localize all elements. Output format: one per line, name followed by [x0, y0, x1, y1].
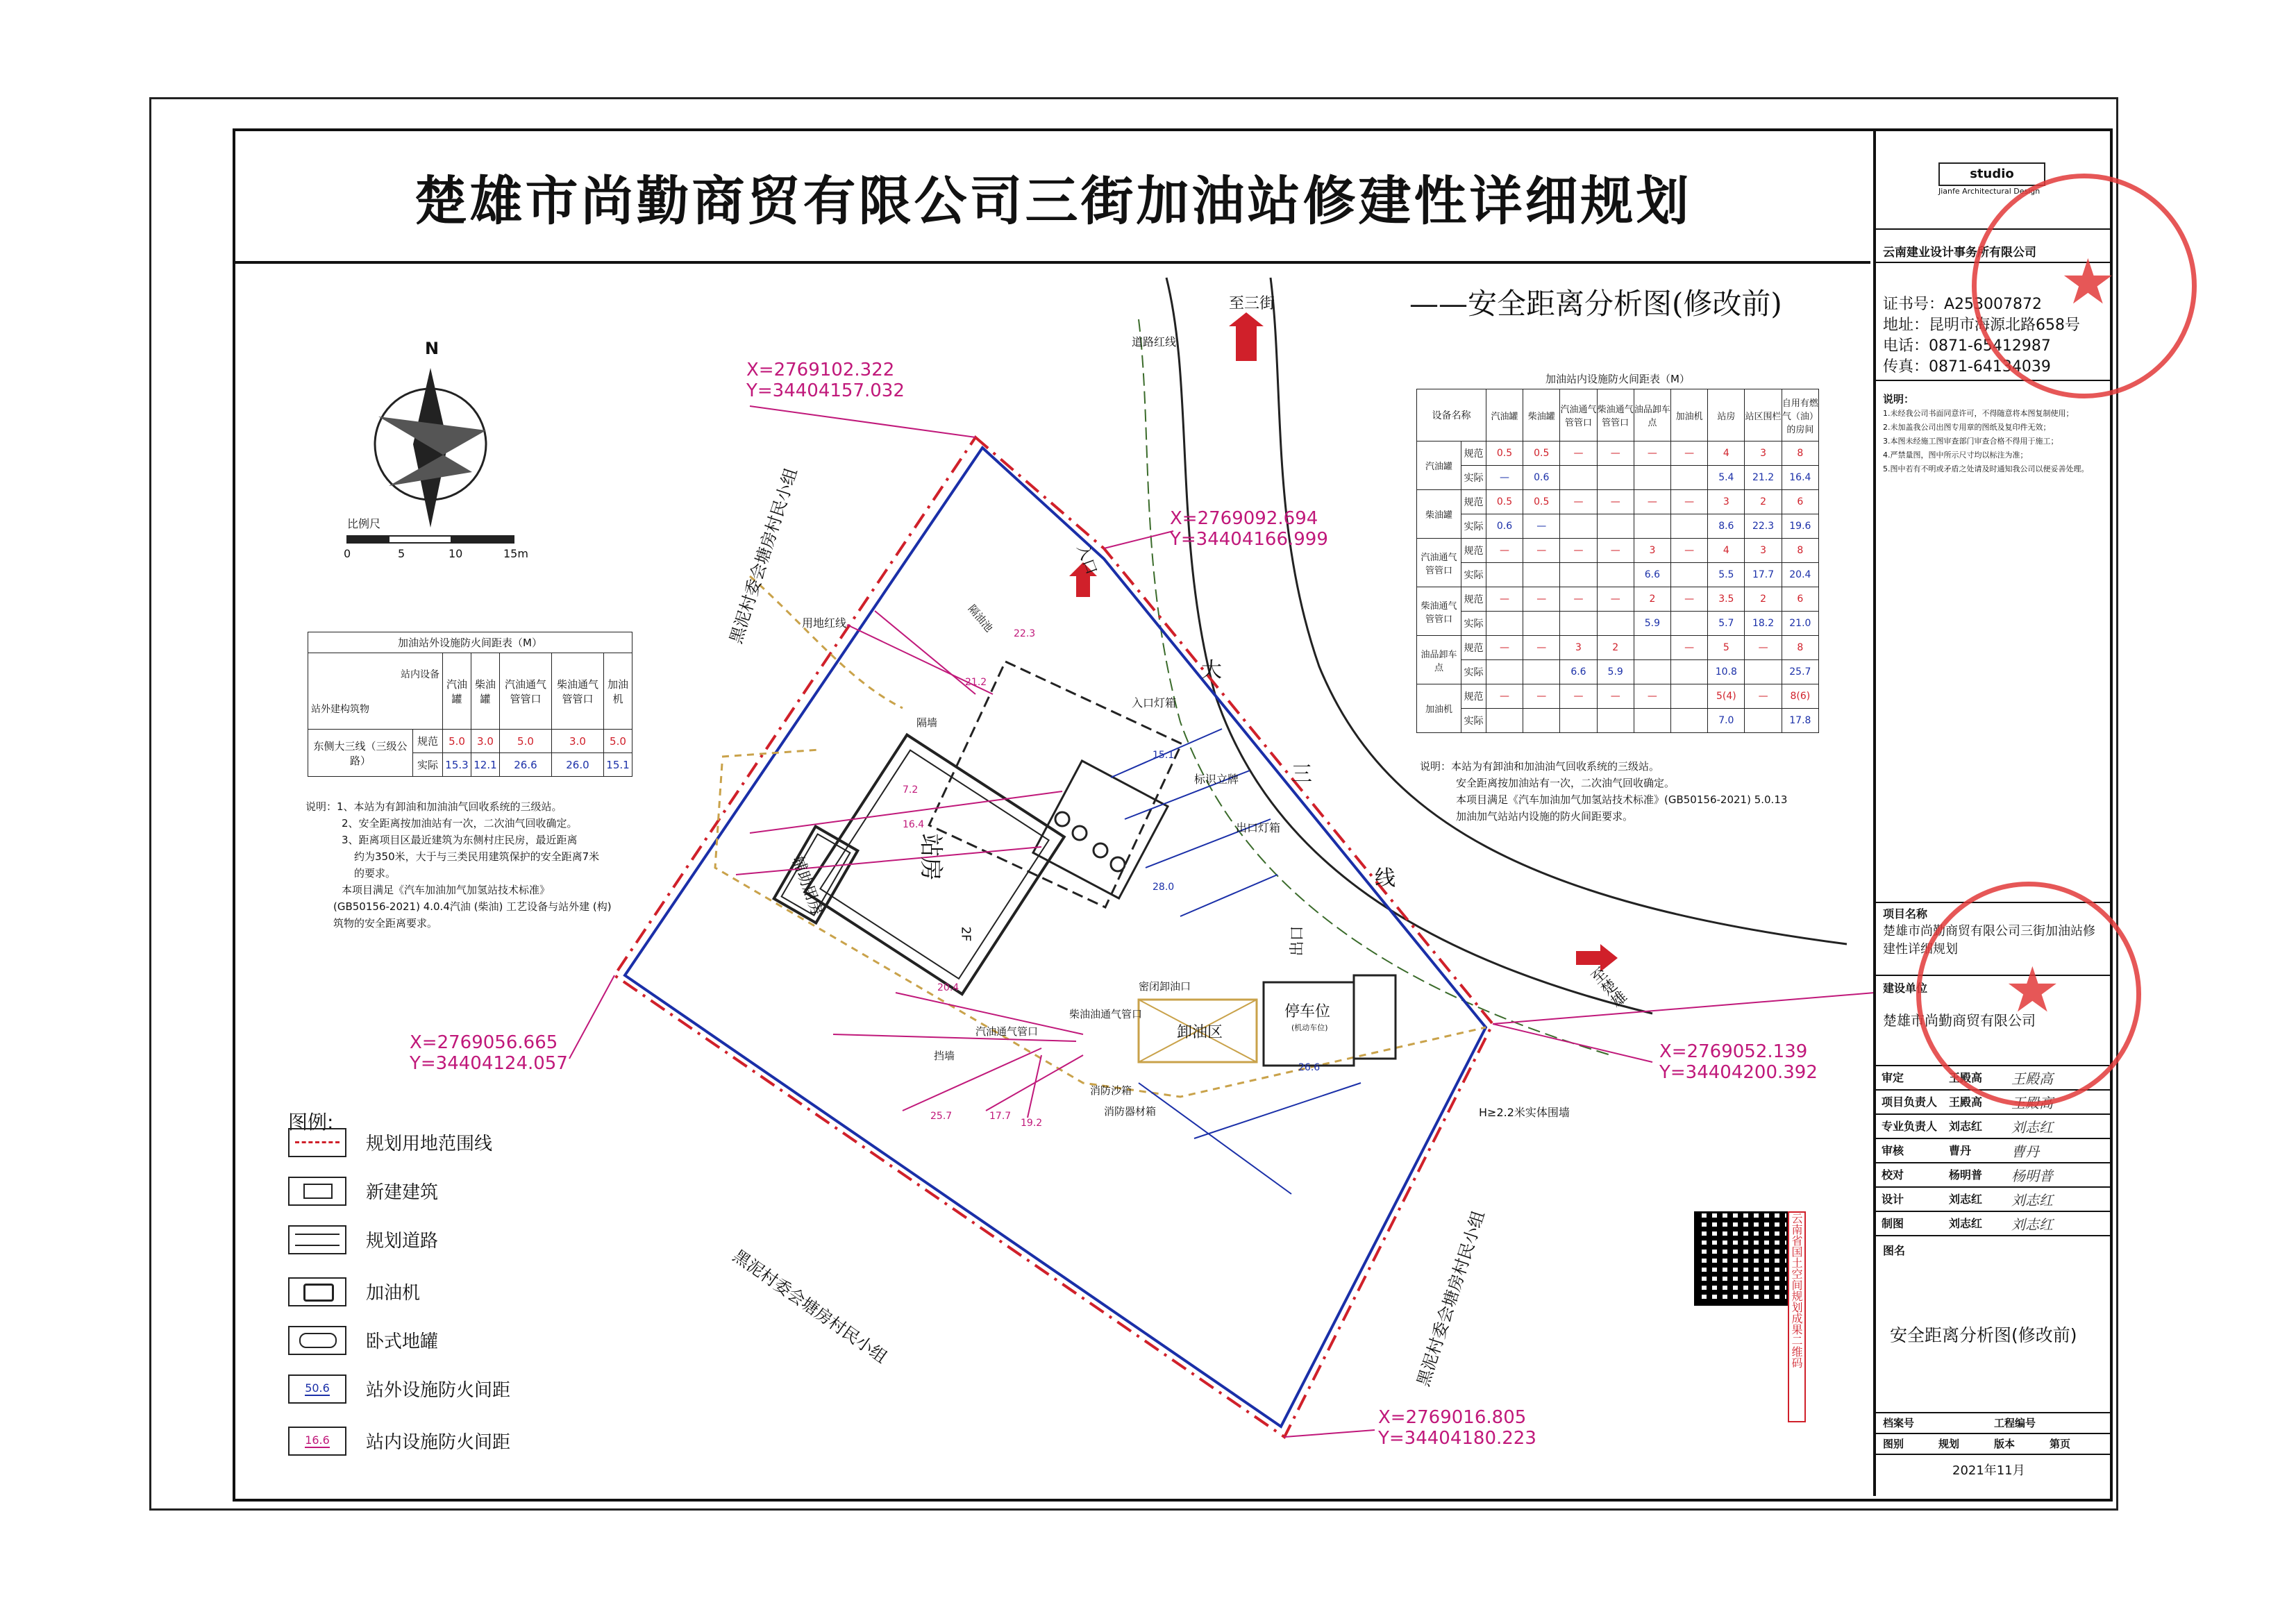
actual-cell — [1486, 660, 1523, 684]
norm-cell: 0.5 — [1486, 442, 1523, 466]
drawing-subtitle: ——安全距离分析图(修改前) — [1409, 287, 1782, 321]
note-line: 1.未经我公司书面同意许可，不得随意将本图复制使用； — [1883, 409, 2074, 418]
client-seal: ★ — [1916, 882, 2141, 1107]
actual-cell: 5.5 — [1708, 563, 1745, 587]
signature-row: 审核 曹丹 曹丹 — [1876, 1138, 2110, 1163]
actual-cell: 5.4 — [1708, 466, 1745, 490]
norm-cell: 5 — [1708, 636, 1745, 660]
col-header: 汽油罐 — [1486, 389, 1523, 442]
actual-cell — [1634, 660, 1670, 684]
actual-cell — [1523, 612, 1560, 636]
company-address: 地址：昆明市海源北路658号 — [1883, 317, 2080, 334]
actual-cell — [1597, 514, 1634, 539]
col-header: 汽油通气管管口 — [499, 653, 551, 730]
label-village-2: 黑泥村委会塘房村民小组 — [729, 1245, 891, 1368]
label-sign: 标识立牌 — [1194, 773, 1239, 786]
archive-no-label: 档案号 — [1883, 1417, 1915, 1429]
label-road-da: 大 — [1201, 658, 1222, 682]
norm-cell: 3 — [1745, 442, 1782, 466]
dist-label: 20.4 — [937, 982, 960, 993]
drawing-date: 2021年11月 — [1952, 1463, 2025, 1478]
col-header: 站房 — [1708, 389, 1745, 442]
dist-label: 28.0 — [1153, 882, 1175, 893]
norm-cell: — — [1671, 490, 1708, 514]
sheet-label: 第页 — [2050, 1438, 2071, 1450]
norm-cell: 6 — [1782, 490, 1818, 514]
norm-cell: — — [1560, 490, 1597, 514]
actual-cell: 8.6 — [1708, 514, 1745, 539]
col-header: 汽油通气管管口 — [1560, 389, 1597, 442]
label-aux-room: 辅助用房 — [788, 854, 826, 918]
scale-tick: 0 — [344, 547, 351, 560]
actual-cell — [1560, 709, 1597, 733]
client-name: 楚雄市尚勤商贸有限公司 — [1883, 1012, 2036, 1029]
actual-cell — [1597, 709, 1634, 733]
actual-cell — [1523, 660, 1560, 684]
table-corner: 站内设备 站外建构筑物 — [308, 653, 443, 730]
scale-tick: 10 — [449, 547, 463, 560]
actual-cell — [1745, 709, 1782, 733]
row-label: 汽油通气管管口 — [1417, 539, 1461, 587]
norm-cell: — — [1560, 539, 1597, 563]
project-name: 楚雄市尚勤商贸有限公司三街加油站修建性详细规划 — [1883, 924, 2095, 957]
scale-bar-graphic — [347, 536, 514, 543]
actual-cell: 5.7 — [1708, 612, 1745, 636]
signature: 曹丹 — [2011, 1143, 2039, 1160]
norm-cell: — — [1671, 636, 1708, 660]
legend-title: 图例: — [288, 1111, 334, 1134]
actual-cell — [1486, 612, 1523, 636]
label-fence: H≥2.2米实体围墙 — [1479, 1106, 1570, 1119]
actual-cell: 0.6 — [1486, 514, 1523, 539]
norm-cell: — — [1671, 587, 1708, 612]
scale-label: 比例尺 — [347, 517, 381, 530]
norm-cell: 2 — [1745, 490, 1782, 514]
norm-cell: — — [1597, 490, 1634, 514]
norm-cell — [1671, 684, 1708, 709]
norm-cell: 3.5 — [1708, 587, 1745, 612]
actual-cell: 22.3 — [1745, 514, 1782, 539]
norm-cell: 4 — [1708, 442, 1745, 466]
col-header: 站区围栏 — [1745, 389, 1782, 442]
actual-cell — [1560, 466, 1597, 490]
signature: 刘志红 — [2011, 1192, 2053, 1209]
row-label: 汽油罐 — [1417, 442, 1461, 490]
actual-cell — [1560, 514, 1597, 539]
note-line: 4.严禁量图，图中所示尺寸均以标注为准； — [1883, 451, 2028, 460]
norm-cell: 2 — [1634, 587, 1670, 612]
norm-cell: — — [1560, 684, 1597, 709]
coord-pt2: X=2769092.694 Y=34404166.999 — [1170, 508, 1328, 550]
outside-notes: 说明：1、本站为有卸油和加油油气回收系统的三级站。 2、安全距离按加油站有一次，二次油气回收确定。 3、距离项目区最近建筑为东侧村庄民房，最近距离 约为350米，大于与三类民用建筑保护的安全距离7米 的要求。 本项目满足《汽车加油加气加氢站技术标准》 (GB50156-2021) 4.0.4汽油 (柴油) 工艺设备与站外建 (构) 筑物的安全距离要求。 — [305, 800, 612, 930]
label-parking-sub: (机动车位) — [1291, 1023, 1328, 1032]
inside-table-caption: 加油站内设施防火间距表（M） — [1545, 373, 1690, 385]
actual-cell — [1671, 514, 1708, 539]
client-label: 建设单位 — [1883, 982, 1928, 995]
actual-cell: — — [1523, 514, 1560, 539]
actual-cell — [1560, 612, 1597, 636]
signature: 王殿高 — [2011, 1070, 2053, 1087]
qr-caption: 云南省国土空间规划成果二维码 — [1788, 1211, 1806, 1422]
label-partition: 隔墙 — [916, 716, 938, 729]
norm-cell: — — [1560, 587, 1597, 612]
label-exit: 出口 — [1289, 925, 1307, 957]
label-village-3: 黑泥村委会塘房村民小组 — [1413, 1208, 1489, 1389]
label-floors: 2F — [958, 926, 973, 942]
label-to-chuxiong: 至楚雄 — [1586, 964, 1629, 1011]
label-road-xian: 线 — [1375, 866, 1396, 891]
label-equip-box: 消防器材箱 — [1104, 1105, 1157, 1118]
note-line: 5.图中若有不明或矛盾之处请及时通知我公司以便妥善处理。 — [1883, 464, 2089, 473]
actual-cell — [1634, 514, 1670, 539]
drawing-name: 安全距离分析图(修改前) — [1890, 1325, 2077, 1345]
norm-cell: 8 — [1782, 442, 1818, 466]
actual-cell — [1486, 709, 1523, 733]
norm-cell: — — [1597, 684, 1634, 709]
dist-label: 19.2 — [1021, 1118, 1043, 1129]
col-header: 加油机 — [1671, 389, 1708, 442]
norm-cell: 0.5 — [1523, 442, 1560, 466]
company-cert: 证书号：A253007872 — [1883, 296, 2043, 313]
signature-row: 校对 杨明普 杨明普 — [1876, 1162, 2110, 1188]
actual-cell — [1597, 466, 1634, 490]
norm-cell: — — [1486, 684, 1523, 709]
signature-row: 审定 王殿高 王殿高 — [1876, 1065, 2110, 1091]
qr-code — [1694, 1211, 1788, 1306]
norm-cell: 8 — [1782, 636, 1818, 660]
actual-cell: 5.9 — [1597, 660, 1634, 684]
norm-cell: — — [1560, 442, 1597, 466]
row-label: 加油机 — [1417, 684, 1461, 733]
label-diesel-vent: 柴油油通气管口 — [1069, 1008, 1143, 1020]
norm-cell: — — [1745, 636, 1782, 660]
label-road-san: 三 — [1291, 762, 1312, 787]
actual-cell — [1486, 563, 1523, 587]
coord-pt4: X=2769052.139 Y=34404200.392 — [1659, 1041, 1818, 1083]
company-phone: 电话：0871-65412987 — [1883, 337, 2051, 355]
coord-pt5: X=2769016.805 Y=34404180.223 — [1378, 1407, 1536, 1449]
actual-cell: — — [1486, 466, 1523, 490]
actual-cell — [1671, 612, 1708, 636]
actual-cell: 17.7 — [1745, 563, 1782, 587]
norm-cell: — — [1634, 684, 1670, 709]
label-unload-area: 卸油区 — [1177, 1024, 1223, 1041]
actual-cell: 18.2 — [1745, 612, 1782, 636]
label-to-sanjie: 至三街 — [1229, 295, 1275, 312]
company-name: 云南建业设计事务所有限公司 — [1883, 246, 2036, 260]
actual-cell — [1745, 660, 1782, 684]
norm-cell: — — [1523, 636, 1560, 660]
project-no-label: 工程编号 — [1994, 1417, 2036, 1429]
norm-cell: 5(4) — [1708, 684, 1745, 709]
signature: 杨明普 — [2011, 1168, 2053, 1184]
actual-cell — [1634, 466, 1670, 490]
inside-notes: 说明：本站为有卸油和加油油气回收系统的三级站。 安全距离按加油站有一次，二次油气回收确定。 本项目满足《汽车加油加气加氢站技术标准》(GB50156-2021) 5.0.13 加油加气站站内设施的防火间距要求。 — [1420, 760, 1788, 823]
label-closed-unload: 密闭卸油口 — [1139, 980, 1191, 993]
signature-row: 设计 刘志红 刘志红 — [1876, 1186, 2110, 1212]
col-header: 加油机 — [603, 653, 632, 730]
outside-distance-lines — [1111, 729, 1361, 1194]
notes-title: 说明： — [1883, 393, 1915, 405]
dist-label: 26.6 — [1298, 1062, 1321, 1073]
label-station-house: 站房 — [916, 833, 945, 881]
outside-fire-distance-table: 加油站外设施防火间距表（M） 站内设备 站外建构筑物 汽油罐 柴油罐 汽油通气管管口 柴油通气管管口 加油机 东侧大三线（三级公路） 规范 5.0 3.0 5.0 3.0 5.0 实际 15.3 12.1 26.6 26.0 15.1 — [308, 632, 632, 777]
actual-cell: 0.6 — [1523, 466, 1560, 490]
col-header: 汽油罐 — [443, 653, 471, 730]
actual-cell — [1560, 563, 1597, 587]
inside-fire-distance-table: 设备名称 汽油罐 柴油罐 汽油通气管管口 柴油通气管管口 油品卸车点 加油机 站房 站区围栏 自用有燃气（油）的房间 汽油罐 规范 0.5 0.5 — — — — 4 3 8 实际 — 0.6 5.4 21.2 16.4 柴油罐 规范 0.5 0.5 — — — — 3 2 6 实际 0.6 — 8.6 22.3 19.6 汽油通气管管口 规范 — — — — 3 — 4 3 8 实际 6.6 5.5 17.7 20.4 柴油通气管管口 规范 — — — — 2 — 3.5 2 6 实际 5.9 5.7 18.2 21.0 油品卸车点 规范 — — 3 2 — 5 — 8 实际 6.6 5.9 10.8 25.7 加油机 规范 — — — — — 5(4) — 8(6) 实际 7.0 17.8 — [1416, 389, 1819, 733]
norm-cell: — — [1597, 442, 1634, 466]
dist-label: 15.1 — [1153, 750, 1175, 761]
norm-cell: — — [1634, 490, 1670, 514]
company-logo: studio — [1938, 162, 2045, 186]
norm-cell: — — [1523, 587, 1560, 612]
north-label: N — [425, 339, 439, 358]
norm-cell: 8 — [1782, 539, 1818, 563]
norm-cell: — — [1523, 539, 1560, 563]
actual-cell — [1671, 660, 1708, 684]
dist-label: 17.7 — [989, 1111, 1012, 1122]
actual-cell — [1523, 563, 1560, 587]
norm-cell: — — [1745, 684, 1782, 709]
version-label: 版本 — [1994, 1438, 2016, 1450]
coord-pt1: X=2769102.322 Y=34404157.032 — [746, 360, 905, 401]
actual-cell: 21.2 — [1745, 466, 1782, 490]
actual-cell: 5.9 — [1634, 612, 1670, 636]
signature-row: 制图 刘志红 刘志红 — [1876, 1211, 2110, 1236]
norm-cell: 3 — [1634, 539, 1670, 563]
row-label: 柴油罐 — [1417, 490, 1461, 539]
actual-cell: 10.8 — [1708, 660, 1745, 684]
actual-cell: 25.7 — [1782, 660, 1818, 684]
drawing-title: 楚雄市尚勤商贸有限公司三街加油站修建性详细规划 — [414, 170, 1692, 232]
actual-cell — [1671, 466, 1708, 490]
actual-cell — [1597, 612, 1634, 636]
actual-cell: 21.0 — [1782, 612, 1818, 636]
actual-cell — [1523, 709, 1560, 733]
col-header: 柴油罐 — [471, 653, 499, 730]
norm-cell: — — [1671, 539, 1708, 563]
norm-cell: 0.5 — [1486, 490, 1523, 514]
label-entrance-light: 入口灯箱 — [1132, 696, 1177, 709]
signature: 刘志红 — [2011, 1119, 2053, 1136]
dist-label: 22.3 — [1014, 628, 1036, 639]
actual-cell: 6.6 — [1634, 563, 1670, 587]
actual-cell: 20.4 — [1782, 563, 1818, 587]
note-line: 3.本图未经施工图审查部门审查合格不得用于施工； — [1883, 437, 2059, 446]
label-road-redline: 道路红线 — [1132, 335, 1177, 348]
dist-label: 16.4 — [903, 819, 925, 830]
norm-cell: — — [1634, 442, 1670, 466]
signature-row: 项目负责人 王殿高 王殿高 — [1876, 1089, 2110, 1115]
norm-cell: — — [1486, 539, 1523, 563]
dist-label: 25.7 — [930, 1111, 953, 1122]
drawing-type-label: 图别 — [1883, 1438, 1904, 1450]
actual-cell — [1634, 709, 1670, 733]
norm-cell: — — [1486, 636, 1523, 660]
actual-cell: 19.6 — [1782, 514, 1818, 539]
label-village-1: 黑泥村委会塘房村民小组 — [726, 465, 801, 646]
label-entrance: 入口 — [1073, 542, 1100, 578]
col-header: 柴油通气管管口 — [551, 653, 603, 730]
logo-subtitle: Jianfe Architectural Design — [1938, 187, 2041, 196]
norm-cell: — — [1597, 587, 1634, 612]
norm-cell: 0.5 — [1523, 490, 1560, 514]
signature-row: 专业负责人 刘志红 刘志红 — [1876, 1113, 2110, 1139]
dist-label: 7.2 — [903, 784, 919, 796]
norm-cell: — — [1523, 684, 1560, 709]
norm-cell: 2 — [1745, 587, 1782, 612]
coord-pt3: X=2769056.665 Y=34404124.057 — [410, 1032, 568, 1074]
col-header: 柴油罐 — [1523, 389, 1560, 442]
col-header: 自用有燃气（油）的房间 — [1782, 389, 1818, 442]
table-corner: 设备名称 — [1417, 389, 1486, 442]
label-oil-separator: 隔油池 — [965, 602, 996, 634]
north-arrow-graphic — [375, 368, 486, 528]
norm-cell: 8(6) — [1782, 684, 1818, 709]
norm-cell: — — [1486, 587, 1523, 612]
label-parking: 停车位 — [1284, 1003, 1331, 1020]
row-label: 柴油通气管管口 — [1417, 587, 1461, 636]
row-label: 东侧大三线（三级公路） — [308, 730, 413, 777]
norm-cell: 2 — [1597, 636, 1634, 660]
drawing-name-label: 图名 — [1883, 1244, 1906, 1257]
norm-cell: — — [1597, 539, 1634, 563]
scale-tick: 15m — [503, 547, 528, 560]
label-retaining-wall: 挡墙 — [934, 1050, 955, 1062]
note-line: 2.未加盖我公司出图专用章的图纸及复印件无效； — [1883, 423, 2051, 432]
norm-cell: 4 — [1708, 539, 1745, 563]
signature: 王殿高 — [2011, 1095, 2053, 1111]
label-land-redline: 用地红线 — [802, 616, 847, 630]
actual-cell — [1671, 563, 1708, 587]
company-fax: 传真：0871-64134039 — [1883, 358, 2051, 376]
signature: 刘志红 — [2011, 1216, 2053, 1233]
actual-cell: 7.0 — [1708, 709, 1745, 733]
scheme-label: 规划 — [1938, 1438, 1960, 1450]
scale-tick: 5 — [398, 547, 405, 560]
norm-cell — [1634, 636, 1670, 660]
table-caption: 加油站外设施防火间距表（M） — [308, 632, 632, 653]
actual-cell — [1671, 709, 1708, 733]
label-exit-light: 出口灯箱 — [1236, 821, 1281, 834]
actual-cell — [1597, 563, 1634, 587]
company-seal: ★ — [1972, 174, 2197, 398]
norm-cell: 3 — [1560, 636, 1597, 660]
norm-cell: 6 — [1782, 587, 1818, 612]
label-gasoline-vent: 汽油通气管口 — [975, 1025, 1039, 1038]
norm-cell: 3 — [1745, 539, 1782, 563]
actual-cell: 16.4 — [1782, 466, 1818, 490]
col-header: 柴油通气管管口 — [1597, 389, 1634, 442]
row-label: 油品卸车点 — [1417, 636, 1461, 684]
col-header: 油品卸车点 — [1634, 389, 1670, 442]
label-sand-box: 消防沙箱 — [1090, 1084, 1132, 1097]
actual-cell: 6.6 — [1560, 660, 1597, 684]
dist-label: 21.2 — [965, 677, 987, 688]
project-label: 项目名称 — [1883, 907, 1928, 920]
norm-cell: — — [1671, 442, 1708, 466]
norm-cell: 3 — [1708, 490, 1745, 514]
actual-cell: 17.8 — [1782, 709, 1818, 733]
inside-distance-lines — [736, 611, 1083, 1118]
